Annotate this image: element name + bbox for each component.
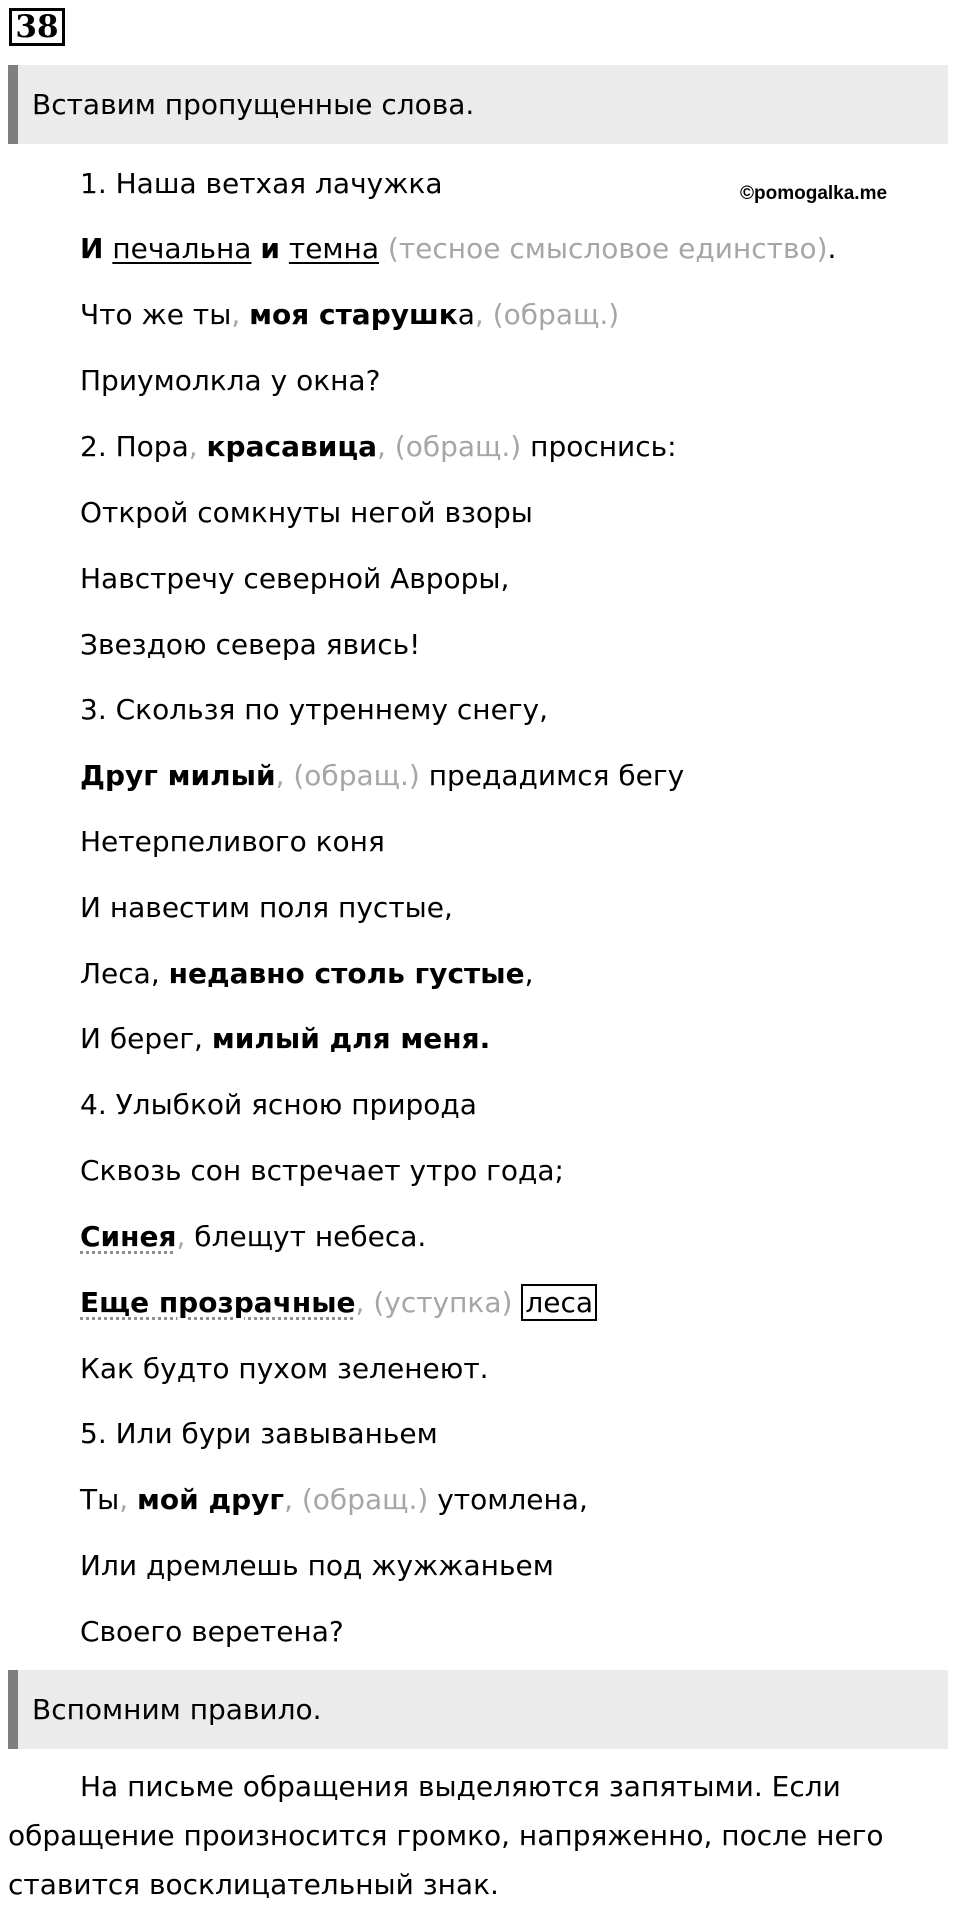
word: блещут небеса. <box>194 1220 427 1253</box>
poem-line-22: Или дремлешь под жужжаньем <box>80 1549 554 1582</box>
poem-line-16: Сквозь сон встречает утро года; <box>80 1154 564 1187</box>
word: И берег, <box>80 1022 212 1055</box>
poem-line-6: Открой сомкнуты негой взоры <box>80 496 533 529</box>
poem-line-4: Приумолкла у окна? <box>80 364 381 397</box>
poem-line-1: 1. Наша ветхая лачужка <box>80 167 443 200</box>
word-ending: а <box>457 298 475 331</box>
grammar-note: (обращ.) <box>293 759 420 792</box>
poem-line-23: Своего веретена? <box>80 1615 344 1648</box>
grammar-note: (тесное смысловое единство) <box>387 232 828 265</box>
poem-line-2 <box>80 231 836 267</box>
comma: , <box>524 957 534 990</box>
word: проснись: <box>530 430 677 463</box>
comma: , <box>176 1220 186 1253</box>
comma: , <box>355 1286 365 1319</box>
grammar-note: (обращ.) <box>492 298 620 331</box>
section-header-rule <box>8 1670 948 1749</box>
poem-line-13 <box>80 956 533 992</box>
grammar-note: (обращ.) <box>394 430 522 463</box>
underlined-word: темна <box>288 232 380 265</box>
poem-line-11: Нетерпеливого коня <box>80 825 385 858</box>
vocative-address: мой друг <box>137 1483 285 1516</box>
comma: , <box>188 430 198 463</box>
word: И <box>80 232 104 265</box>
comma: , <box>231 298 241 331</box>
poem-line-8: Звездою севера явись! <box>80 628 421 661</box>
comma: , <box>284 1483 293 1516</box>
word: Ты <box>80 1483 120 1516</box>
poem-line-14 <box>80 1021 490 1057</box>
section-title: Вставим пропущенные слова. <box>32 88 475 121</box>
rule-paragraph: На письме обращения выделяются запятыми. Если обращение произносится громко, напряженно, после него ставится восклицательный знак. <box>8 1770 884 1901</box>
watermark: ©pomogalka.me <box>740 183 888 204</box>
word: и <box>260 232 280 265</box>
word: 2. Пора <box>80 430 189 463</box>
vocative-address: красавица <box>206 430 377 463</box>
emphasized-phrase: милый для меня. <box>211 1022 491 1055</box>
word: предадимся бегу <box>428 759 685 792</box>
emphasized-word: Синея <box>80 1220 177 1253</box>
word: Что же ты <box>80 298 232 331</box>
section-header-insert-words <box>8 65 948 144</box>
poem-line-15: 4. Улыбкой ясною природа <box>80 1088 477 1121</box>
poem-line-10 <box>80 758 684 794</box>
poem-line-5 <box>80 429 677 465</box>
grammar-note: (обращ.) <box>301 1483 429 1516</box>
section-title: Вспомним правило. <box>32 1693 322 1726</box>
vocative-address: моя старушк <box>249 298 458 331</box>
poem-line-12: И навестим поля пустые, <box>80 891 453 924</box>
word: утомлена, <box>437 1483 588 1516</box>
poem-line-3 <box>80 297 619 333</box>
poem-line-18 <box>80 1285 597 1321</box>
underlined-word: печальна <box>112 232 252 265</box>
comma: , <box>119 1483 129 1516</box>
comma: , <box>474 298 484 331</box>
comma: , <box>376 430 386 463</box>
boxed-word: леса <box>521 1284 597 1321</box>
comma: , <box>275 759 285 792</box>
task-number: 38 <box>9 8 65 46</box>
emphasized-phrase: недавно столь густые <box>168 957 525 990</box>
punctuation: . <box>827 232 837 265</box>
poem-line-7: Навстречу северной Авроры, <box>80 562 510 595</box>
poem-line-20: 5. Или бури завываньем <box>80 1417 438 1450</box>
poem-line-19: Как будто пухом зеленеют. <box>80 1352 489 1385</box>
word: Леса, <box>80 957 169 990</box>
poem-line-21 <box>80 1482 588 1518</box>
poem-line-9: 3. Скользя по утреннему снегу, <box>80 693 549 726</box>
vocative-address: Друг милый <box>80 759 276 792</box>
emphasized-phrase: Еще прозрачные <box>80 1286 356 1319</box>
grammar-note: (уступка) <box>373 1286 513 1319</box>
poem-line-17 <box>80 1219 426 1255</box>
